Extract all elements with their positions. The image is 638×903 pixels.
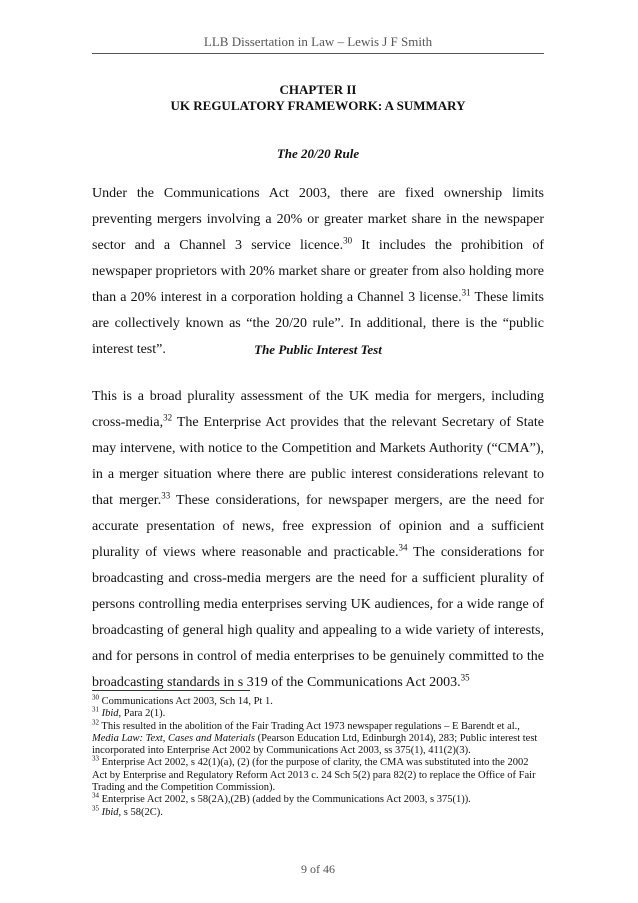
footnote-text: (Pearson Education Ltd, Edinburgh 2014), 283; Public interest test incorporated into Enterprise Act 2002 by Communications Act 2003, ss 375(1), 411(2)(3). bbox=[92, 732, 538, 757]
footnote-34 bbox=[92, 791, 544, 806]
footnote-text: This resulted in the abolition of the Fair Trading Act 1973 newspaper regulations – E Barendt et al., bbox=[99, 720, 520, 732]
footnote-ref-32[interactable]: 32 bbox=[163, 412, 173, 423]
footnote-ref-30[interactable]: 30 bbox=[343, 235, 353, 246]
paragraph-public-interest-test bbox=[92, 384, 544, 696]
chapter-title: UK REGULATORY FRAMEWORK: A SUMMARY bbox=[170, 98, 466, 113]
footnote-italic-text: Ibid bbox=[101, 708, 119, 720]
footnote-number: 30 bbox=[92, 693, 99, 702]
footnote-35 bbox=[92, 804, 544, 819]
footnote-number: 34 bbox=[92, 791, 99, 800]
chapter-number: CHAPTER II bbox=[279, 82, 357, 97]
page-number: 9 of 46 bbox=[301, 862, 335, 876]
footnote-number: 31 bbox=[92, 705, 99, 714]
text-run: It includes the prohibition of newspaper proprietors with 20% market share or greater from also holding more than a 20% interest in a corporation holding a Channel 3 license. bbox=[92, 238, 544, 305]
text-run: The Enterprise Act provides that the relevant Secretary of State may intervene, with notice to the Competition and Markets Authority (“CMA”), in a merger situation where there are public interest considerations relevant to that merger. bbox=[92, 415, 544, 508]
text-run: This is a broad plurality assessment of the UK media for mergers, including cross-media, bbox=[92, 389, 544, 430]
footnote-text: Enterprise Act 2002, s 58(2A),(2B) (added by the Communications Act 2003, s 375(1)). bbox=[99, 794, 471, 806]
footnote-32 bbox=[92, 718, 544, 758]
footnote-text: Enterprise Act 2002, s 42(1)(a), (2) (for the purpose of clarity, the CMA was substituted into the 2002 Act by Enterprise and Regulatory Reform Act 2013 c. 24 Sch 5(2) para 82(2) to replace the Office of Fair Trading and the Competition Commission). bbox=[92, 757, 536, 794]
footnote-number: 32 bbox=[92, 718, 99, 727]
footnote-divider bbox=[92, 690, 250, 691]
footnote-italic-text: Ibid bbox=[101, 806, 119, 818]
footnote-ref-35[interactable]: 35 bbox=[460, 672, 470, 683]
running-header: LLB Dissertation in Law – Lewis J F Smith bbox=[203, 34, 433, 49]
header-divider bbox=[92, 53, 544, 54]
text-run: The considerations for broadcasting and cross-media mergers are the need for a sufficient plurality of persons controlling media enterprises serving UK audiences, for a wide range of broadcasting of general high quality and appealing to a wide variety of interests, and for persons in control of media enterprises to be genuinely committed to the broadcasting standards in s 319 of the Communications Act 2003. bbox=[92, 545, 544, 690]
footnote-ref-33[interactable]: 33 bbox=[161, 490, 171, 501]
footnote-text: , Para 2(1). bbox=[118, 708, 166, 720]
footnote-number: 35 bbox=[92, 804, 99, 813]
text-run: These limits are collectively known as “the 20/20 rule”. In additional, there is the “public interest test”. bbox=[92, 290, 545, 357]
footnote-number: 33 bbox=[92, 754, 99, 763]
footnote-ref-31[interactable]: 31 bbox=[461, 287, 471, 298]
section-heading-20-20-rule: The 20/20 Rule bbox=[276, 146, 360, 161]
footnote-30 bbox=[92, 693, 544, 708]
footnote-text: Communications Act 2003, Sch 14, Pt 1. bbox=[99, 696, 273, 707]
footnote-text: , s 58(2C). bbox=[118, 806, 163, 818]
section-heading-public-interest-test: The Public Interest Test bbox=[254, 342, 382, 357]
text-run: These considerations, for newspaper mergers, are the need for accurate presentation of news, free expression of opinion and a sufficient plurality of views where reasonable and practicable. bbox=[92, 493, 545, 560]
footnote-ref-34[interactable]: 34 bbox=[398, 542, 408, 553]
paragraph-20-20-rule bbox=[92, 181, 544, 363]
footnote-italic-text: Media Law: Text, Cases and Materials bbox=[92, 732, 255, 744]
footnote-31 bbox=[92, 705, 544, 720]
footnotes bbox=[92, 693, 544, 819]
footnote-33 bbox=[92, 754, 544, 794]
text-run: Under the Communications Act 2003, there are fixed ownership limits preventing mergers involving a 20% or greater market share in the newspaper sector and a Channel 3 service licence. bbox=[92, 186, 544, 253]
